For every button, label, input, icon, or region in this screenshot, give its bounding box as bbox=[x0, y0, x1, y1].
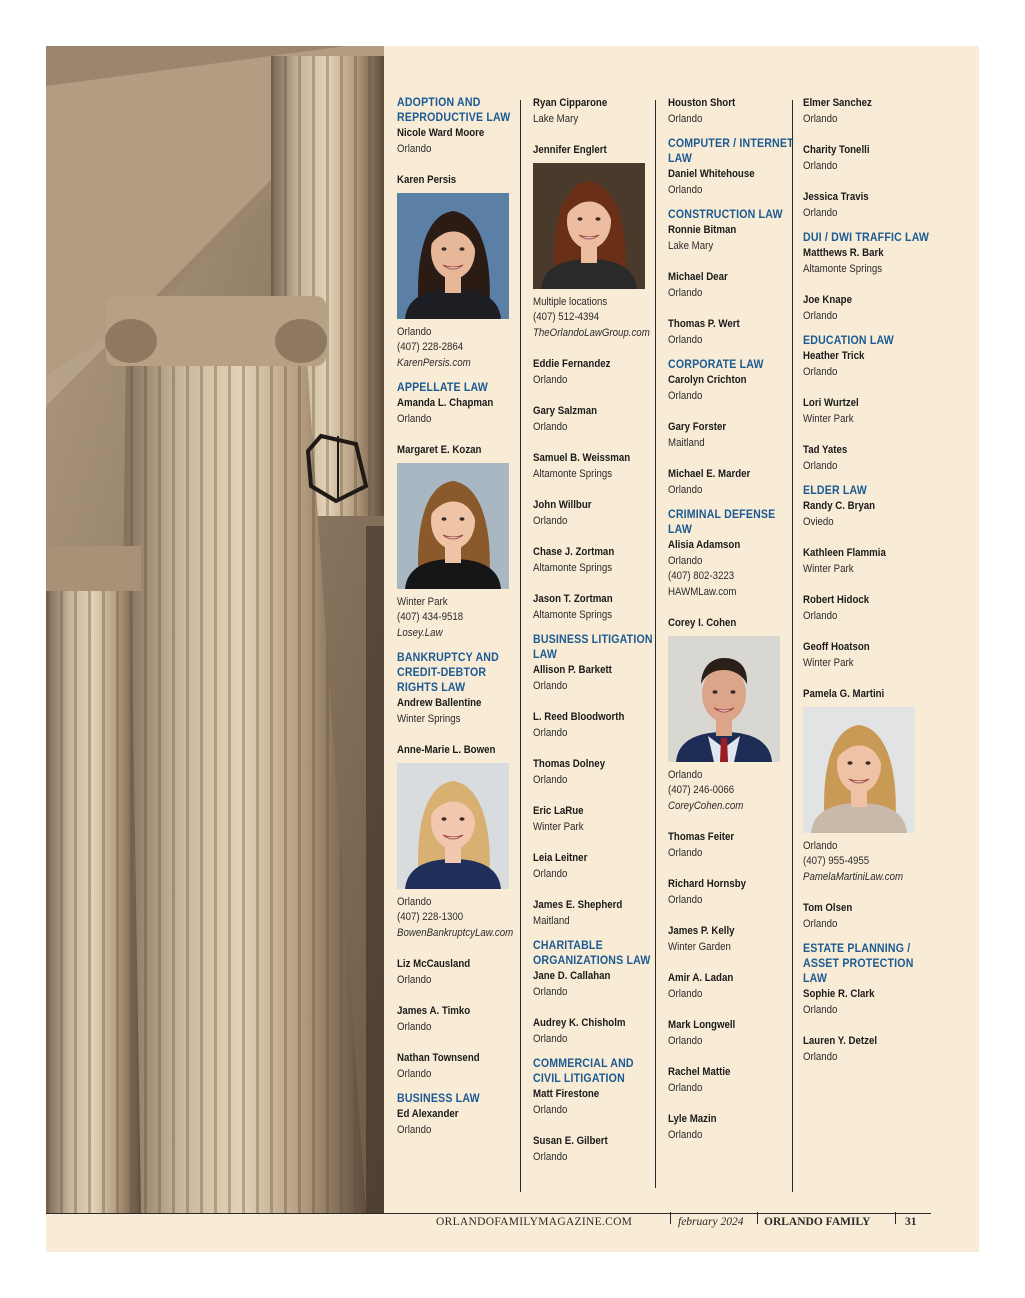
attorney-name: Lori Wurtzel bbox=[803, 397, 859, 409]
attorney-detail: Winter Park bbox=[803, 412, 854, 425]
attorney-name: Chase J. Zortman bbox=[533, 546, 615, 558]
spacer bbox=[668, 908, 796, 924]
attorney-detail: Orlando bbox=[668, 112, 703, 125]
spacer bbox=[803, 474, 931, 484]
spacer bbox=[803, 577, 931, 593]
attorney-detail: Orlando bbox=[803, 309, 838, 322]
attorney-name: Ronnie Bitman bbox=[668, 224, 737, 236]
attorney-name: Thomas P. Wert bbox=[668, 318, 740, 330]
spacer bbox=[668, 348, 796, 358]
attorney-detail: Orlando bbox=[533, 1150, 568, 1163]
spacer bbox=[668, 404, 796, 420]
attorney-name: Matthews R. Bark bbox=[803, 247, 884, 259]
attorney-name: Jane D. Callahan bbox=[533, 970, 611, 982]
spacer bbox=[397, 157, 525, 173]
courthouse-columns-photo bbox=[46, 46, 384, 1213]
spacer bbox=[533, 623, 661, 633]
attorney-detail: Orlando bbox=[803, 365, 838, 378]
attorney-detail: Winter Park bbox=[803, 656, 854, 669]
spacer bbox=[803, 530, 931, 546]
attorney-name: Alisia Adamson bbox=[668, 539, 741, 551]
attorney-name: Charity Tonelli bbox=[803, 144, 870, 156]
attorney-detail: Orlando bbox=[397, 895, 432, 908]
spacer bbox=[668, 451, 796, 467]
attorney-website: CoreyCohen.com bbox=[668, 799, 744, 812]
attorney-detail: HAWMLaw.com bbox=[668, 585, 737, 598]
spacer bbox=[668, 955, 796, 971]
spacer bbox=[533, 882, 661, 898]
attorney-website: TheOrlandoLawGroup.com bbox=[533, 326, 650, 339]
directory-column-4 bbox=[803, 96, 931, 1065]
attorney-name: Thomas Dolney bbox=[533, 758, 606, 770]
attorney-website: BowenBankruptcyLaw.com bbox=[397, 926, 514, 939]
footer-rule bbox=[46, 1213, 931, 1214]
spacer bbox=[803, 932, 931, 942]
attorney-name: Amir A. Ladan bbox=[668, 972, 734, 984]
directory-column-3 bbox=[668, 96, 796, 1143]
attorney-detail: Orlando bbox=[803, 917, 838, 930]
attorney-detail: Lake Mary bbox=[533, 112, 579, 125]
footer-separator bbox=[895, 1212, 896, 1224]
practice-area-heading: ADOPTION AND REPRODUCTIVE LAW bbox=[397, 97, 511, 124]
attorney-name: Randy C. Bryan bbox=[803, 500, 876, 512]
attorney-detail: Orlando bbox=[397, 412, 432, 425]
attorney-name: Margaret E. Kozan bbox=[397, 444, 482, 456]
spacer bbox=[668, 600, 796, 616]
directory-column-1 bbox=[397, 96, 525, 1138]
attorney-detail: (407) 802-3223 bbox=[668, 570, 735, 582]
spacer bbox=[668, 1002, 796, 1018]
attorney-detail: Orlando bbox=[803, 839, 838, 852]
attorney-name: Joe Knape bbox=[803, 294, 852, 306]
attorney-name: Anne-Marie L. Bowen bbox=[397, 744, 496, 756]
spacer bbox=[668, 301, 796, 317]
attorney-detail: (407) 434-9518 bbox=[397, 611, 464, 623]
attorney-name: Sophie R. Clark bbox=[803, 988, 875, 1000]
spacer bbox=[803, 380, 931, 396]
attorney-name: James P. Kelly bbox=[668, 925, 735, 937]
spacer bbox=[668, 127, 796, 137]
attorney-detail: Orlando bbox=[533, 867, 568, 880]
spacer bbox=[397, 988, 525, 1004]
attorney-headshot-photo bbox=[397, 193, 509, 319]
attorney-detail: Altamonte Springs bbox=[803, 262, 883, 275]
attorney-detail: Altamonte Springs bbox=[533, 467, 613, 480]
attorney-name: Jason T. Zortman bbox=[533, 593, 613, 605]
spacer bbox=[803, 624, 931, 640]
attorney-detail: Orlando bbox=[533, 1032, 568, 1045]
spacer bbox=[803, 324, 931, 334]
attorney-name: Robert Hidock bbox=[803, 594, 870, 606]
attorney-detail: (407) 228-2864 bbox=[397, 341, 464, 353]
practice-area-heading: BANKRUPTCY AND CREDIT-DEBTOR RIGHTS LAW bbox=[397, 652, 499, 694]
spacer bbox=[803, 277, 931, 293]
attorney-detail: Winter Park bbox=[803, 562, 854, 575]
attorney-detail: Orlando bbox=[803, 206, 838, 219]
practice-area-heading: COMPUTER / INTERNET LAW bbox=[668, 138, 794, 165]
attorney-detail: Orlando bbox=[803, 112, 838, 125]
spacer bbox=[803, 671, 931, 687]
attorney-name: James E. Shepherd bbox=[533, 899, 623, 911]
spacer bbox=[533, 694, 661, 710]
attorney-website: PamelaMartiniLaw.com bbox=[803, 870, 904, 883]
attorney-detail: Maitland bbox=[533, 914, 570, 927]
attorney-detail: Orlando bbox=[803, 609, 838, 622]
attorney-name: Jennifer Englert bbox=[533, 144, 607, 156]
spacer bbox=[533, 435, 661, 451]
spacer bbox=[533, 1118, 661, 1134]
attorney-name: Eric LaRue bbox=[533, 805, 584, 817]
spacer bbox=[533, 341, 661, 357]
attorney-name: Michael E. Marder bbox=[668, 468, 751, 480]
spacer bbox=[533, 929, 661, 939]
attorney-name: James A. Timko bbox=[397, 1005, 471, 1017]
spacer bbox=[533, 482, 661, 498]
attorney-name: Houston Short bbox=[668, 97, 736, 109]
attorney-name: Heather Trick bbox=[803, 350, 865, 362]
attorney-name: Thomas Feiter bbox=[668, 831, 735, 843]
attorney-detail: Winter Park bbox=[397, 595, 448, 608]
attorney-detail: Orlando bbox=[397, 973, 432, 986]
attorney-name: Pamela G. Martini bbox=[803, 688, 885, 700]
practice-area-heading: CORPORATE LAW bbox=[668, 359, 764, 371]
spacer bbox=[397, 1082, 525, 1092]
spacer bbox=[803, 1018, 931, 1034]
directory-column-2 bbox=[533, 96, 661, 1165]
attorney-detail: Orlando bbox=[533, 773, 568, 786]
attorney-detail: Orlando bbox=[668, 333, 703, 346]
attorney-detail: Orlando bbox=[803, 159, 838, 172]
attorney-detail: Orlando bbox=[533, 1103, 568, 1116]
attorney-detail: Lake Mary bbox=[668, 239, 714, 252]
attorney-name: John Willbur bbox=[533, 499, 592, 511]
attorney-name: Matt Firestone bbox=[533, 1088, 600, 1100]
attorney-name: L. Reed Bloodworth bbox=[533, 711, 625, 723]
attorney-detail: Orlando bbox=[668, 554, 703, 567]
attorney-name: Daniel Whitehouse bbox=[668, 168, 755, 180]
attorney-detail: Orlando bbox=[397, 1123, 432, 1136]
attorney-detail: Orlando bbox=[397, 1020, 432, 1033]
attorney-detail: Orlando bbox=[668, 768, 703, 781]
practice-area-heading: ELDER LAW bbox=[803, 485, 867, 497]
attorney-name: Mark Longwell bbox=[668, 1019, 736, 1031]
practice-area-heading: BUSINESS LITIGATION LAW bbox=[533, 634, 653, 661]
footer-separator bbox=[670, 1212, 671, 1224]
practice-area-heading: CONSTRUCTION LAW bbox=[668, 209, 783, 221]
attorney-headshot-photo bbox=[803, 707, 915, 833]
attorney-detail: (407) 955-4955 bbox=[803, 855, 870, 867]
attorney-detail: Orlando bbox=[533, 679, 568, 692]
attorney-detail: Orlando bbox=[803, 1050, 838, 1063]
attorney-name: Amanda L. Chapman bbox=[397, 397, 494, 409]
spacer bbox=[533, 1000, 661, 1016]
attorney-name: Jessica Travis bbox=[803, 191, 869, 203]
attorney-website: KarenPersis.com bbox=[397, 356, 471, 369]
attorney-name: Richard Hornsby bbox=[668, 878, 747, 890]
spacer bbox=[533, 529, 661, 545]
spacer bbox=[668, 254, 796, 270]
attorney-name: Gary Salzman bbox=[533, 405, 598, 417]
attorney-name: Andrew Ballentine bbox=[397, 697, 482, 709]
spacer bbox=[397, 727, 525, 743]
attorney-headshot-photo bbox=[397, 463, 509, 589]
spacer bbox=[533, 388, 661, 404]
attorney-detail: Orlando bbox=[668, 286, 703, 299]
attorney-detail: Orlando bbox=[668, 987, 703, 1000]
attorney-detail: Orlando bbox=[533, 726, 568, 739]
attorney-detail: Orlando bbox=[397, 1067, 432, 1080]
attorney-name: Tom Olsen bbox=[803, 902, 853, 914]
practice-area-heading: DUI / DWI TRAFFIC LAW bbox=[803, 232, 930, 244]
spacer bbox=[803, 427, 931, 443]
attorney-name: Susan E. Gilbert bbox=[533, 1135, 608, 1147]
spacer bbox=[668, 814, 796, 830]
spacer bbox=[397, 1035, 525, 1051]
practice-area-heading: APPELLATE LAW bbox=[397, 382, 488, 394]
attorney-name: Elmer Sanchez bbox=[803, 97, 872, 109]
practice-area-heading: BUSINESS LAW bbox=[397, 1093, 480, 1105]
attorney-name: Kathleen Flammia bbox=[803, 547, 886, 559]
attorney-detail: Oviedo bbox=[803, 515, 834, 528]
practice-area-heading: EDUCATION LAW bbox=[803, 335, 894, 347]
attorney-name: Tad Yates bbox=[803, 444, 848, 456]
attorney-detail: Orlando bbox=[533, 373, 568, 386]
attorney-name: Liz McCausland bbox=[397, 958, 471, 970]
attorney-detail: Orlando bbox=[668, 893, 703, 906]
attorney-detail: Orlando bbox=[668, 389, 703, 402]
footer-magazine: ORLANDO FAMILY bbox=[764, 1216, 871, 1228]
attorney-detail: Orlando bbox=[397, 325, 432, 338]
spacer bbox=[397, 427, 525, 443]
attorney-detail: Orlando bbox=[533, 985, 568, 998]
spacer bbox=[533, 835, 661, 851]
attorney-detail: Orlando bbox=[668, 1081, 703, 1094]
attorney-headshot-photo bbox=[668, 636, 780, 762]
attorney-detail: Winter Springs bbox=[397, 712, 461, 725]
spacer bbox=[397, 371, 525, 381]
attorney-website: Losey.Law bbox=[397, 626, 443, 639]
spacer bbox=[668, 198, 796, 208]
attorney-detail: Orlando bbox=[668, 1034, 703, 1047]
spacer bbox=[533, 127, 661, 143]
attorney-name: Ed Alexander bbox=[397, 1108, 459, 1120]
attorney-name: Allison P. Barkett bbox=[533, 664, 612, 676]
attorney-detail: Orlando bbox=[397, 142, 432, 155]
spacer bbox=[803, 885, 931, 901]
footer-issue: february 2024 bbox=[678, 1216, 744, 1228]
attorney-detail: Multiple locations bbox=[533, 295, 608, 308]
attorney-name: Leia Leitner bbox=[533, 852, 588, 864]
attorney-detail: Winter Garden bbox=[668, 940, 731, 953]
attorney-detail: Orlando bbox=[668, 483, 703, 496]
attorney-name: Michael Dear bbox=[668, 271, 728, 283]
attorney-name: Samuel B. Weissman bbox=[533, 452, 631, 464]
spacer bbox=[803, 174, 931, 190]
spacer bbox=[533, 576, 661, 592]
attorney-detail: Orlando bbox=[668, 846, 703, 859]
spacer bbox=[668, 498, 796, 508]
attorney-detail: (407) 512-4394 bbox=[533, 311, 600, 323]
attorney-detail: Orlando bbox=[533, 514, 568, 527]
attorney-detail: Orlando bbox=[803, 1003, 838, 1016]
attorney-detail: Orlando bbox=[533, 420, 568, 433]
footer-site: ORLANDOFAMILYMAGAZINE.COM bbox=[436, 1216, 633, 1228]
spacer bbox=[533, 1047, 661, 1057]
practice-area-heading: CHARITABLE ORGANIZATIONS LAW bbox=[533, 940, 651, 967]
attorney-detail: Maitland bbox=[668, 436, 705, 449]
spacer bbox=[803, 221, 931, 231]
spacer bbox=[668, 861, 796, 877]
footer-separator bbox=[757, 1212, 758, 1224]
attorney-detail: Altamonte Springs bbox=[533, 608, 613, 621]
attorney-name: Carolyn Crichton bbox=[668, 374, 747, 386]
practice-area-heading: COMMERCIAL AND CIVIL LITIGATION bbox=[533, 1058, 634, 1085]
spacer bbox=[533, 788, 661, 804]
spacer bbox=[803, 127, 931, 143]
spacer bbox=[397, 941, 525, 957]
spacer bbox=[397, 641, 525, 651]
spacer bbox=[668, 1096, 796, 1112]
attorney-name: Eddie Fernandez bbox=[533, 358, 611, 370]
attorney-name: Gary Forster bbox=[668, 421, 727, 433]
attorney-detail: Winter Park bbox=[533, 820, 584, 833]
attorney-name: Ryan Cipparone bbox=[533, 97, 608, 109]
attorney-name: Audrey K. Chisholm bbox=[533, 1017, 626, 1029]
attorney-name: Nathan Townsend bbox=[397, 1052, 480, 1064]
attorney-detail: Altamonte Springs bbox=[533, 561, 613, 574]
attorney-name: Lyle Mazin bbox=[668, 1113, 717, 1125]
practice-area-heading: CRIMINAL DEFENSE LAW bbox=[668, 509, 776, 536]
spacer bbox=[533, 741, 661, 757]
attorney-headshot-photo bbox=[397, 763, 509, 889]
footer-page-number: 31 bbox=[905, 1216, 917, 1228]
attorney-name: Lauren Y. Detzel bbox=[803, 1035, 878, 1047]
attorney-detail: Orlando bbox=[668, 1128, 703, 1141]
attorney-headshot-photo bbox=[533, 163, 645, 289]
attorney-name: Rachel Mattie bbox=[668, 1066, 731, 1078]
attorney-detail: (407) 228-1300 bbox=[397, 911, 464, 923]
attorney-detail: Orlando bbox=[803, 459, 838, 472]
attorney-name: Geoff Hoatson bbox=[803, 641, 870, 653]
spacer bbox=[668, 1049, 796, 1065]
attorney-detail: Orlando bbox=[668, 183, 703, 196]
attorney-name: Karen Persis bbox=[397, 174, 457, 186]
attorney-name: Nicole Ward Moore bbox=[397, 127, 485, 139]
practice-area-heading: ESTATE PLANNING / ASSET PROTECTION LAW bbox=[803, 943, 914, 985]
attorney-detail: (407) 246-0066 bbox=[668, 784, 735, 796]
attorney-name: Corey I. Cohen bbox=[668, 617, 737, 629]
